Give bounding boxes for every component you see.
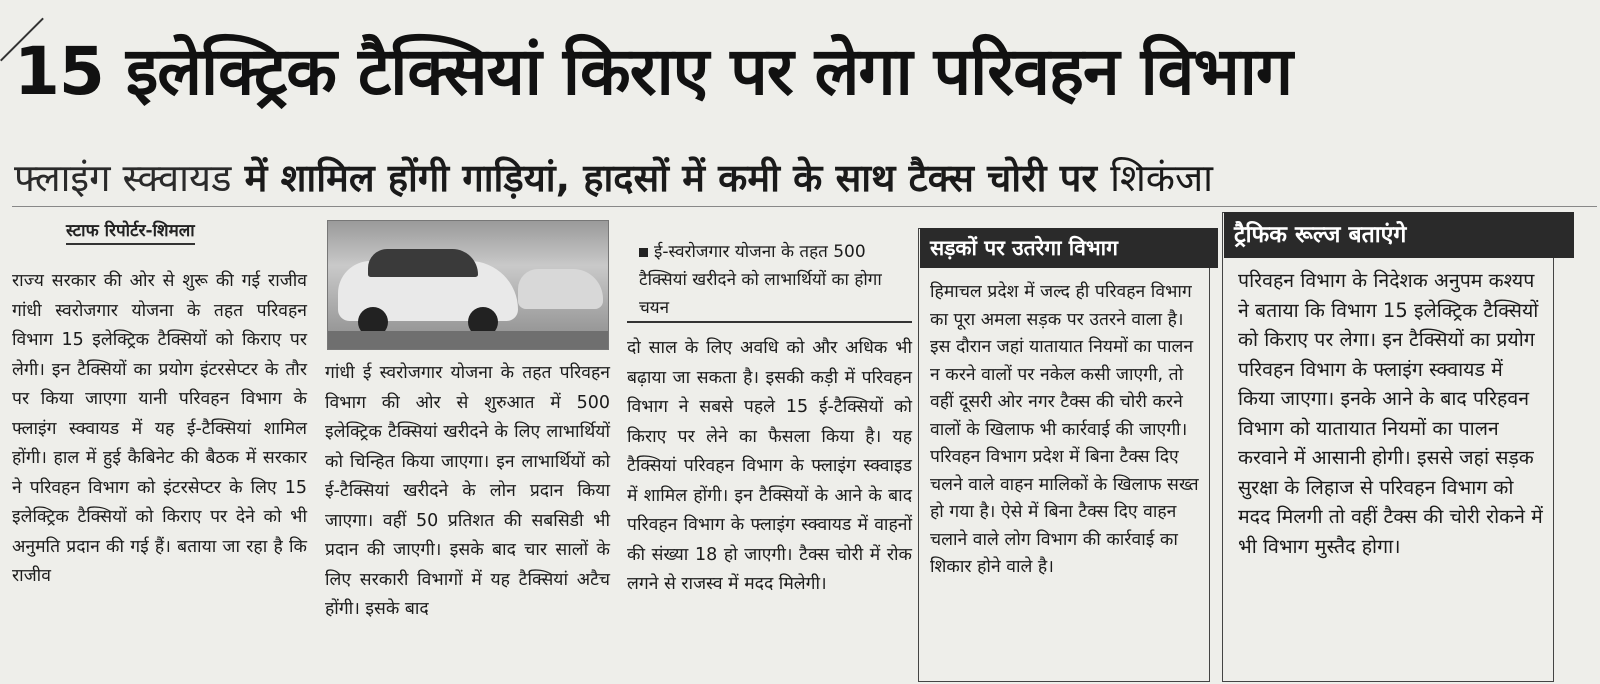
bullet-square-icon [639, 248, 648, 257]
road-shape [328, 331, 608, 349]
subheadline-tail: शिकंजा [1110, 156, 1214, 200]
subheadline-lead: फ्लाइंग स्क्वायड [14, 156, 232, 200]
byline: स्टाफ रिपोर्टर-शिमला [66, 218, 195, 245]
second-car-shape [518, 269, 603, 309]
header-divider [12, 206, 1597, 207]
subheadline [14, 150, 1594, 206]
subheadline-main: में शामिल होंगी गाड़ियां, हादसों में कमी के साथ टैक्स चोरी पर [231, 156, 1111, 200]
sidebar-box-2-title: ट्रैफिक रूल्ज बताएंगे [1224, 212, 1574, 258]
sidebar-box-1-title: सड़कों पर उतरेगा विभाग [920, 228, 1218, 268]
taxi-photo [327, 220, 609, 350]
body-column-3: दो साल के लिए अवधि को और अधिक भी बढ़ाया जा सकता है। इसकी कड़ी में परिवहन विभाग ने सबसे पहले 15 ई-टैक्सियों को किराए पर लेने का फैसला किया है। यह टैक्सियां परिवहन विभाग के फ्लाइंग स्क्वाइड में शामिल होंगी। इन टैक्सियों के आने के बाद परिवहन विभाग के फ्लाइंग स्क्वायड में वाहनों की संख्या 18 हो जाएगी। टैक्स चोरी में रोक लगने से राजस्व में मदद मिलेगी। [627, 338, 912, 594]
body-column-2: गांधी ई स्वरोजगार योजना के तहत परिवहन विभाग की ओर से शुरुआत में 500 इलेक्ट्रिक टैक्सियां खरीदने के लिए लाभार्थियों को चिन्हित किया जाएगा। इन लाभार्थियों को ई-टैक्सियां खरीदने के लोन प्रदान किया जाएगा। वहीं 50 प्रतिशत की सबसिडी भी प्रदान की जाएगी। इसके बाद चार सालों के लिए सरकारी विभागों में यह टैक्सियां अटैच होंगी। इसके बाद [325, 363, 610, 619]
headline: 15 इलेक्ट्रिक टैक्सियां किराए पर लेगा परिवहन विभाग [14, 33, 1293, 110]
pull-quote-text: ई-स्वरोजगार योजना के तहत 500 टैक्सियां खरीदने को लाभार्थियों का होगा चयन [639, 242, 882, 318]
pull-quote-rule [627, 321, 912, 323]
sidebar-box-2-text: परिवहन विभाग के निदेशक अनुपम कश्यप ने बताया कि विभाग 15 इलेक्ट्रिक टैक्सियों को किराए पर लेगा। इन टैक्सियों का प्रयोग परिवहन विभाग के फ्लाइंग स्क्वायड में किया जाएगा। इनके आने के बाद परिहवन विभाग को यातायात नियमों का पालन करवाने में आसानी होगी। इससे जहां सड़क सुरक्षा के लिहाज से परिवहन विभाग को मदद मिलगी तो वहीं टैक्स की चोरी रोकने में भी विभाग मुस्तैद होगा। [1238, 269, 1543, 558]
taxi-window-shape [368, 249, 478, 277]
sidebar-box-1-text: हिमाचल प्रदेश में जल्द ही परिवहन विभाग का पूरा अमला सड़क पर उतरने वाला है। इस दौरान जहां यातायात नियमों का पालन न करने वालों पर नकेल कसी जाएगी, तो वहीं दूसरी ओर नगर टैक्स की चोरी करने वालों के खिलाफ भी कार्रवाई की जाएगी। परिवहन विभाग प्रदेश में बिना टैक्स दिए चलने वाले वाहन मालिकों के खिलाफ सख्त हो गया है। ऐसे में बिना टैक्स दिए वाहन चलाने वाले लोग विभाग की कार्रवाई का शिकार होने वाले है। [930, 282, 1199, 577]
body-column-1: राज्य सरकार की ओर से शुरू की गई राजीव गांधी स्वरोजगार योजना के तहत परिवहन विभाग 15 इलेक्ट्रिक टैक्सियों को किराए पर लेगी। इन टैक्सियों का प्रयोग इंटरसेप्टर के तौर पर किया जाएगा यानी परिवहन विभाग के फ्लाइंग स्क्वायड में यह ई-टैक्सियां शामिल होंगी। हाल में हुई कैबिनेट की बैठक में सरकार ने परिवहन विभाग को इंटरसेप्टर के लिए 15 इलेक्ट्रिक टैक्सियों को किराए पर देने को भी अनुमति प्रदान की गई हैं। बताया जा रहा है कि राजीव [12, 271, 307, 586]
pull-quote [639, 238, 899, 322]
